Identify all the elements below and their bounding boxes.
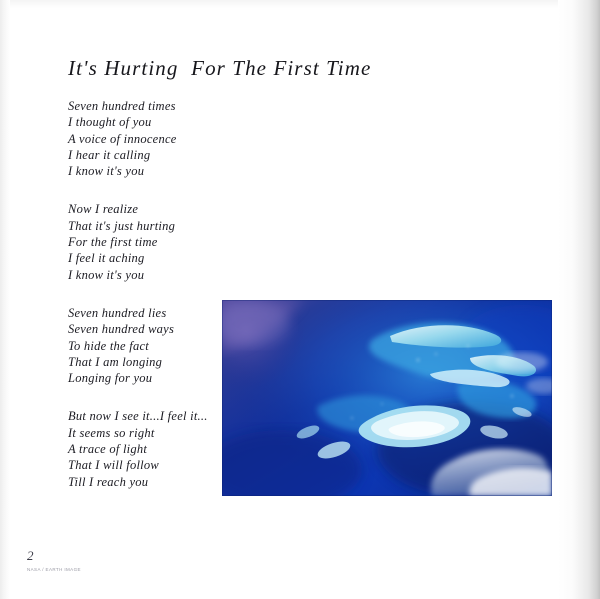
lyric-line: I know it's you (68, 164, 145, 179)
lyric-line: Seven hundred lies (68, 305, 167, 320)
lyric-line: To hide the fact (68, 338, 149, 353)
page-number: 2 (27, 548, 34, 563)
lyric-line: A voice of innocence (68, 131, 177, 146)
lyric-line: I hear it calling (68, 147, 151, 162)
lyric-line: For the first time (68, 235, 158, 250)
photo-credit: NASA / EARTH IMAGE (27, 567, 81, 572)
lyric-line: I know it's you (68, 267, 145, 282)
lyric-line: Longing for you (68, 371, 153, 386)
page-title: It's Hurting For The First Time (68, 56, 372, 80)
satellite-photo-image (222, 300, 552, 496)
lyric-line: But now I see it...I feel it... (68, 409, 208, 424)
lyric-line: That it's just hurting (68, 218, 176, 233)
page-left-edge (0, 0, 10, 599)
lyrics-stanza (68, 98, 368, 179)
satellite-photo (222, 300, 552, 496)
lyric-line: A trace of light (68, 442, 148, 457)
lyric-line: Seven hundred times (68, 99, 176, 113)
page-right-edge (558, 0, 600, 599)
lyric-line: I thought of you (68, 115, 152, 130)
lyric-line: Now I realize (68, 202, 139, 217)
lyric-line: It seems so right (68, 425, 155, 440)
page-top-edge (0, 0, 600, 8)
lyric-line: Till I reach you (68, 474, 149, 489)
lyric-line: That I am longing (68, 354, 163, 369)
lyric-line: Seven hundred ways (68, 322, 175, 337)
lyrics-stanza (68, 201, 368, 282)
lyric-line: That I will follow (68, 458, 159, 473)
lyric-line: I feel it aching (68, 251, 145, 266)
